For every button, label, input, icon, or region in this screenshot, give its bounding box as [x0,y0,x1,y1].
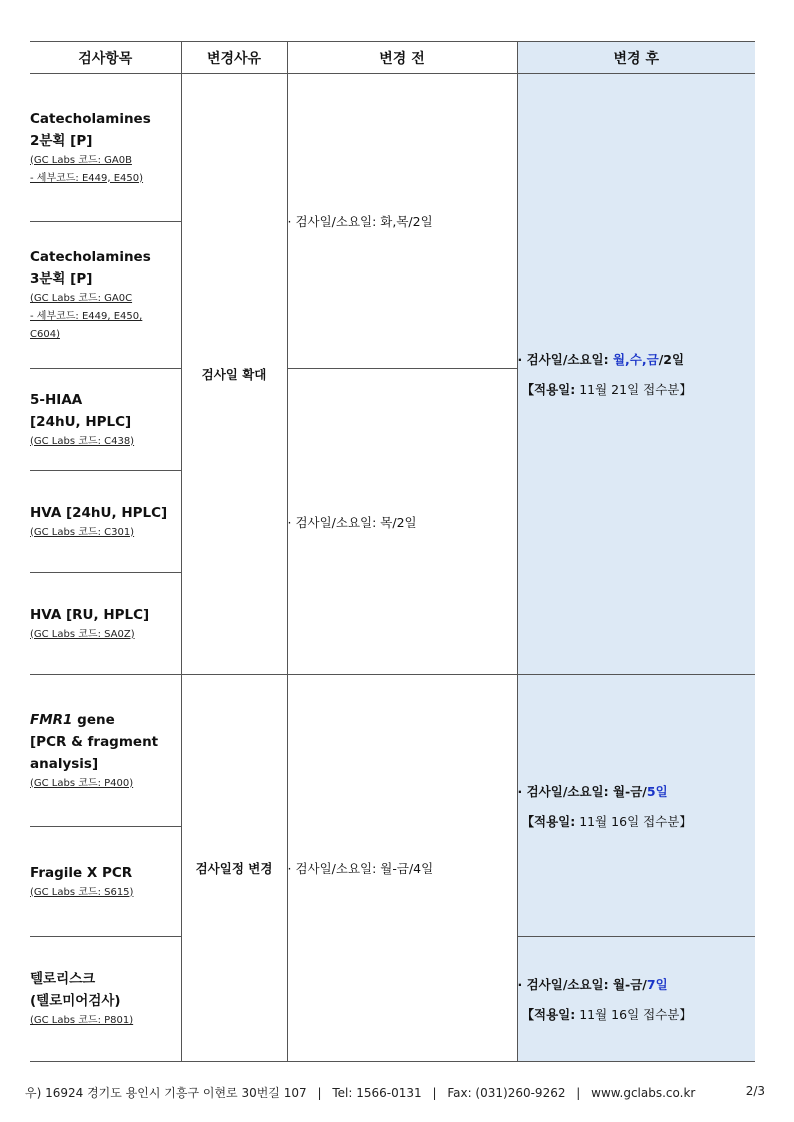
item-code: (GC Labs 코드: P400) [30,777,134,789]
before-cell: · 검사일/소요일: 월-금/4일 [287,675,517,1062]
after-schedule: · 검사일/소요일: 월-금/5일 [517,783,668,799]
item-code: (GC Labs 코드: GA0B - 세부코드: E449, E450) [30,154,144,184]
after-apply-date: 【적용일: 11월 16일 접수분】 [521,813,692,829]
item-name: HVA [24hU, HPLC] [30,504,168,521]
after-cell [517,74,755,675]
item-name: 5-HIAA [24hU, HPLC] [30,391,132,430]
after-apply-date: 【적용일: 11월 16일 접수분】 [521,1007,692,1022]
item-cell [30,573,181,675]
item-name: Catecholamines 3분획 [P] [30,249,151,287]
header-before: 변경 전 [287,42,517,74]
header-row [30,42,755,74]
item-cell [30,675,181,827]
header-after: 변경 후 [517,42,755,74]
reason-cell: 검사일 확대 [181,74,287,675]
reason-cell: 검사일정 변경 [181,675,287,1062]
table-row [30,675,755,827]
item-cell [30,827,181,937]
item-cell [30,471,181,573]
after-cell [517,937,755,1062]
item-code: (GC Labs 코드: P801) [30,1015,134,1026]
after-cell [517,675,755,937]
change-table [30,41,755,1062]
item-name: Fragile X PCR [30,864,133,881]
item-cell [30,222,181,369]
item-name: HVA [RU, HPLC] [30,606,150,623]
item-code: (GC Labs 코드: GA0C - 세부코드: E449, E450, C604) [30,293,143,340]
item-code: (GC Labs 코드: C301) [30,526,135,538]
item-cell [30,937,181,1062]
item-name: 텔로리스크 (텔로미어검사) [30,971,121,1009]
footer-separator: | [576,1086,581,1100]
item-cell [30,74,181,222]
item-code: (GC Labs 코드: C438) [30,435,135,447]
footer-separator: | [317,1086,322,1100]
item-code: (GC Labs 코드: S615) [30,886,134,898]
page-footer [25,1084,765,1101]
footer-address: 우) 16924 경기도 용인시 기흥구 이현로 30번길 107 [25,1086,307,1100]
item-code: (GC Labs 코드: SA0Z) [30,628,135,640]
item-cell [30,369,181,471]
header-reason: 변경사유 [181,42,287,74]
after-schedule: · 검사일/소요일: 월,수,금/2일 [517,352,685,367]
after-schedule: · 검사일/소요일: 월-금/7일 [517,977,668,992]
footer-separator: | [432,1086,437,1100]
before-cell: · 검사일/소요일: 화,목/2일 [287,74,517,369]
item-name: Catecholamines 2분획 [P] [30,110,151,149]
footer-tel: Tel: 1566-0131 [332,1086,422,1100]
header-item: 검사항목 [30,42,181,74]
page-number: 2/3 [745,1084,765,1098]
footer-fax: Fax: (031)260-9262 [447,1086,566,1100]
before-cell: · 검사일/소요일: 목/2일 [287,369,517,675]
after-apply-date: 【적용일: 11월 21일 접수분】 [521,382,692,397]
footer-website-link[interactable]: www.gclabs.co.kr [591,1086,696,1100]
table-row [30,74,755,222]
item-name: FMR1 gene [PCR & fragment analysis] [30,711,159,772]
